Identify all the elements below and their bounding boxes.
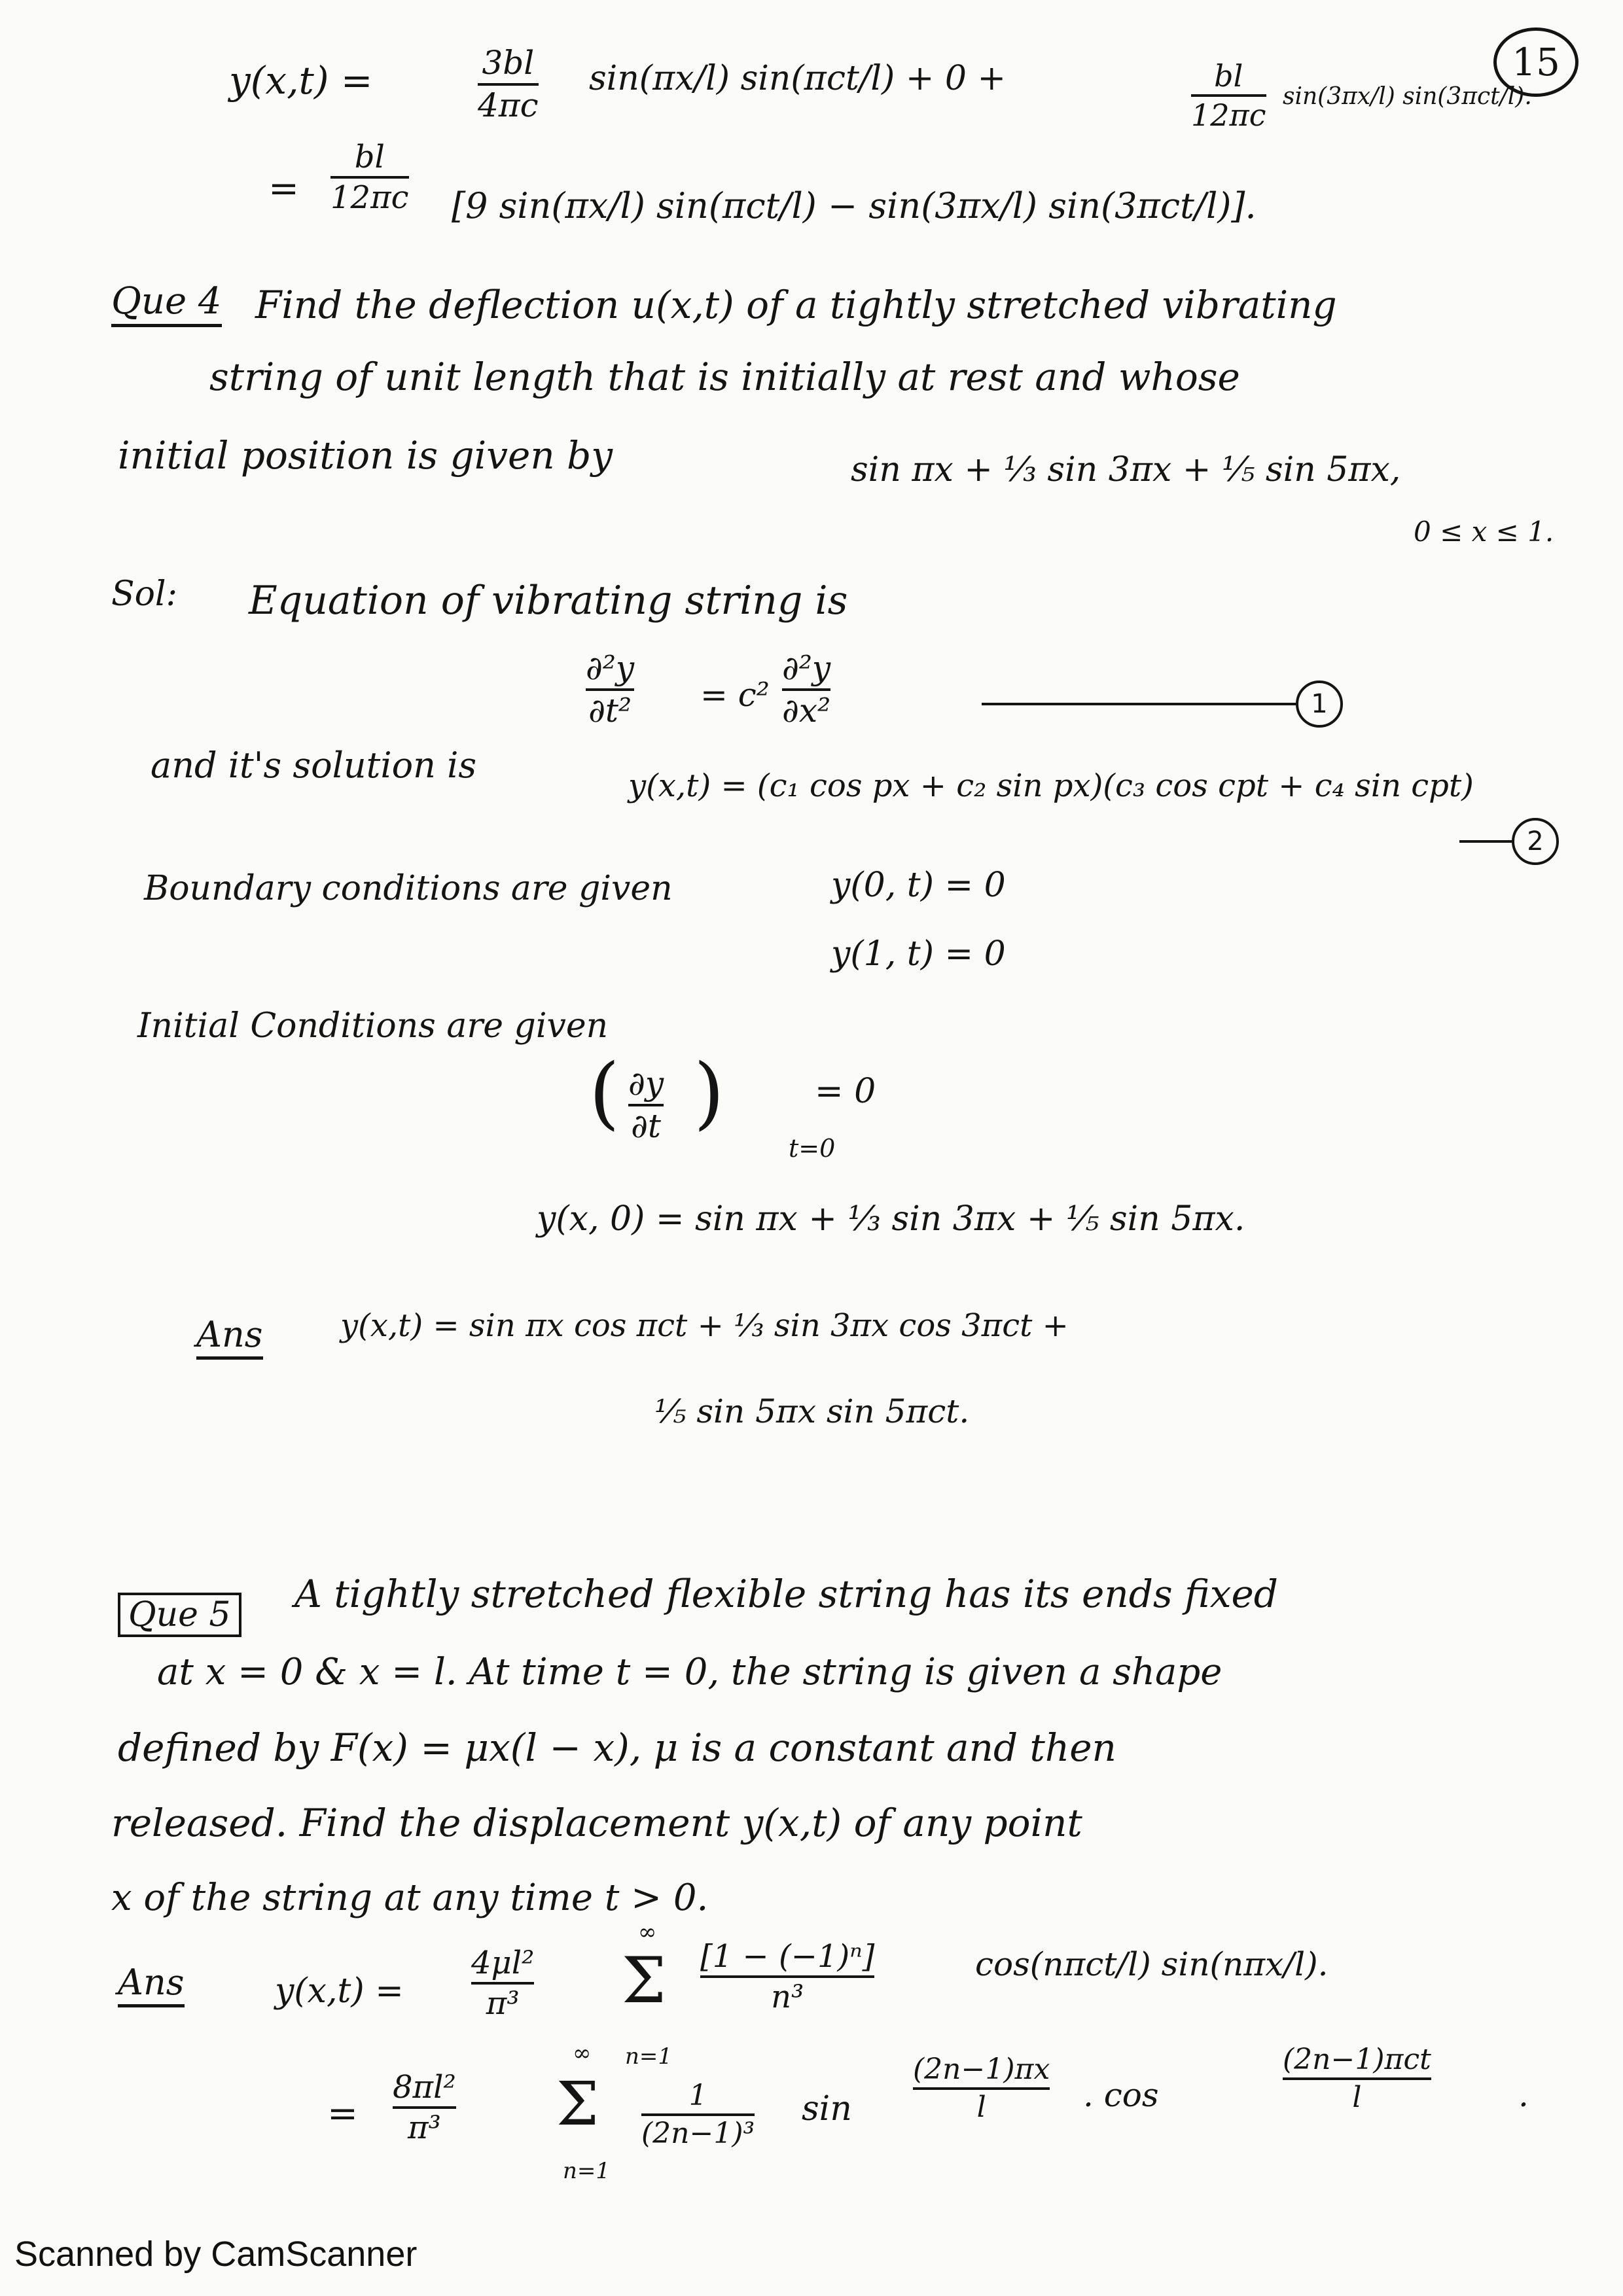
que5-answer-sigma: Σ bbox=[622, 1944, 666, 2017]
prev-line1-frac2: bl 12πc bbox=[1191, 58, 1266, 133]
prev-line1-frac1: 3bl 4πc bbox=[478, 44, 539, 124]
que5-line2-sin-arg: (2n−1)πx l bbox=[913, 2053, 1050, 2125]
sol4-ic1-rhs: = 0 bbox=[815, 1072, 876, 1111]
prev-line2-frac: bl 12πc bbox=[330, 139, 409, 217]
equation-1-marker bbox=[982, 680, 1343, 728]
que5-line2-cos-arg: (2n−1)πct l bbox=[1283, 2043, 1431, 2115]
sol4-pde-rhs-prefix: = c² bbox=[700, 676, 770, 714]
sol4-answer-label: Ans bbox=[196, 1315, 263, 1354]
que5-line2-sigma: Σ bbox=[556, 2069, 599, 2139]
que5-line5: x of the string at any time t > 0. bbox=[111, 1877, 709, 1919]
sol4-ic1-paren-open: ( bbox=[589, 1048, 620, 1139]
que5-answer-series-term: [1 − (−1)ⁿ] n³ bbox=[700, 1938, 875, 2016]
sol4-initial-intro: Initial Conditions are given bbox=[137, 1006, 609, 1046]
que4-initial-position-expr: sin πx + ⅓ sin 3πx + ⅕ sin 5πx, bbox=[851, 450, 1401, 489]
page-number: 15 bbox=[1493, 27, 1578, 97]
que5-line2-end: . bbox=[1518, 2076, 1529, 2114]
que5-answer-label: Ans bbox=[118, 1963, 185, 2002]
que5-answer-sum-upper: ∞ bbox=[638, 1919, 657, 1945]
que5-line2-sin: sin bbox=[802, 2089, 852, 2128]
que5-line2-sum-upper: ∞ bbox=[573, 2040, 592, 2066]
sol4-general-solution: y(x,t) = (c₁ cos px + c₂ sin px)(c₃ cos cpt + c₄ sin cpt) bbox=[628, 768, 1474, 804]
sol4-ic1-subscript: t=0 bbox=[789, 1134, 836, 1163]
que5-line1: A tightly stretched flexible string has its ends fixed bbox=[294, 1572, 1278, 1616]
sol4-bc1: y(0, t) = 0 bbox=[831, 866, 1006, 905]
sol4-pde-rhs: ∂²y ∂x² bbox=[782, 649, 831, 730]
prev-line1-lhs: y(x,t) = bbox=[229, 58, 373, 103]
que5-line2-eq: = bbox=[327, 2093, 358, 2135]
que5-line4: released. Find the displacement y(x,t) of any point bbox=[111, 1801, 1082, 1845]
que4-label: Que 4 bbox=[111, 281, 222, 322]
sol4-bc2: y(1, t) = 0 bbox=[831, 934, 1006, 974]
sol4-boundary-intro: Boundary conditions are given bbox=[144, 869, 673, 908]
que5-answer-tail: cos(nπct/l) sin(nπx/l). bbox=[975, 1945, 1329, 1983]
que5-line2-series-term: 1 (2n−1)³ bbox=[641, 2079, 755, 2151]
camscanner-footer: Scanned by CamScanner bbox=[14, 2234, 418, 2274]
equation-2-tag: 2 bbox=[1512, 818, 1559, 865]
que5-line2-cos: . cos bbox=[1083, 2076, 1159, 2114]
que5-answer-sum-lower: n=1 bbox=[625, 2043, 673, 2070]
sol4-solution-intro: and it's solution is bbox=[151, 745, 477, 786]
equation-2-marker bbox=[1459, 818, 1559, 865]
prev-line1-tail: sin(3πx/l) sin(3πct/l). bbox=[1283, 83, 1532, 110]
prev-line1-mid: sin(πx/l) sin(πct/l) + 0 + bbox=[589, 59, 1007, 98]
que5-line2: at x = 0 & x = l. At time t = 0, the string is given a shape bbox=[157, 1651, 1222, 1693]
que4-line3: initial position is given by bbox=[118, 433, 613, 478]
que5-label: Que 5 bbox=[118, 1597, 241, 1634]
prev-line2-body: [9 sin(πx/l) sin(πct/l) − sin(3πx/l) sin(3πct/l)]. bbox=[452, 185, 1257, 226]
sol4-ic1-paren-close: ) bbox=[694, 1048, 724, 1139]
sol4-answer-line2: ⅕ sin 5πx sin 5πct. bbox=[654, 1392, 970, 1430]
que5-line3: defined by F(x) = μx(l − x), μ is a constant and then bbox=[118, 1725, 1116, 1770]
que5-answer-coefficient: 4μl² π³ bbox=[471, 1945, 535, 2022]
que5-answer-lhs: y(x,t) = bbox=[275, 1971, 404, 2011]
sol4-label: Sol: bbox=[111, 574, 178, 614]
que5-line2-sum-lower: n=1 bbox=[563, 2158, 611, 2184]
prev-line2-eq: = bbox=[268, 168, 299, 210]
sol4-answer-line1: y(x,t) = sin πx cos πct + ⅓ sin 3πx cos 3πct + bbox=[340, 1307, 1069, 1344]
que4-line2: string of unit length that is initially at rest and whose bbox=[209, 355, 1240, 399]
sol4-intro: Equation of vibrating string is bbox=[249, 578, 848, 624]
que5-line2-coefficient: 8πl² π³ bbox=[393, 2069, 456, 2147]
sol4-ic2: y(x, 0) = sin πx + ⅓ sin 3πx + ⅕ sin 5πx. bbox=[537, 1199, 1245, 1239]
que4-line1: Find the deflection u(x,t) of a tightly stretched vibrating bbox=[255, 283, 1337, 327]
sol4-ic1-derivative: ∂y ∂t bbox=[628, 1065, 664, 1145]
sol4-pde-lhs: ∂²y ∂t² bbox=[586, 649, 635, 730]
que4-range: 0 ≤ x ≤ 1. bbox=[1414, 516, 1554, 548]
equation-1-tag: 1 bbox=[1296, 680, 1343, 728]
